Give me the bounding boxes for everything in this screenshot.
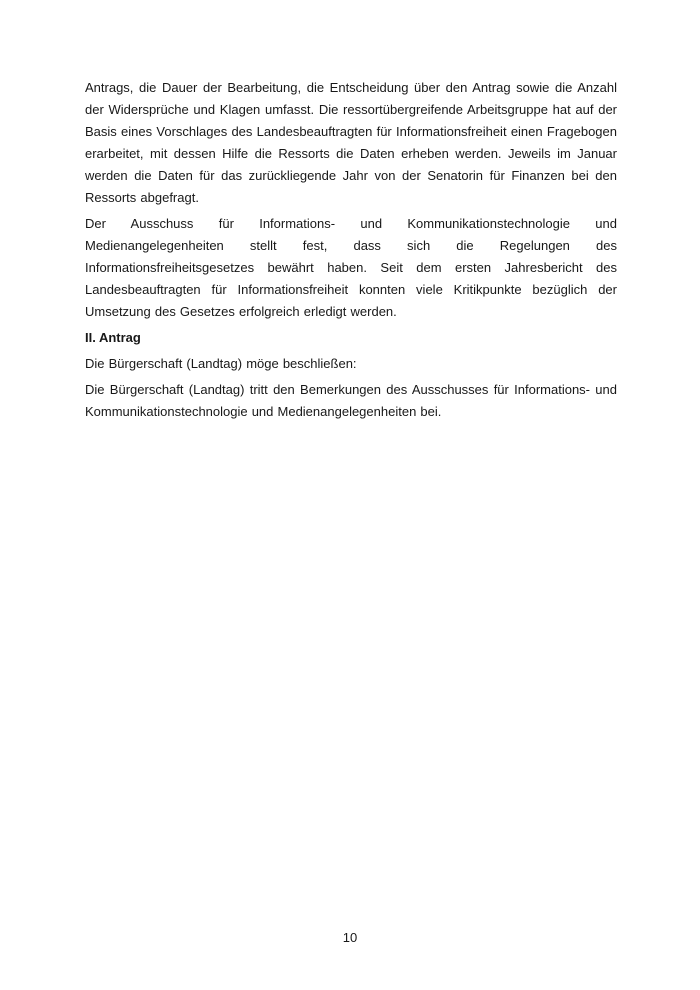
paragraph-antrags-bearbeitung: Antrags, die Dauer der Bearbeitung, die Entscheidung über den Antrag sowie die Anzahl der Widersprüche und Klagen umfasst. Die ressortübergreifende Arbeitsgruppe hat auf der Basis eines Vorschlages des Landesbeauftragten für Informationsfreiheit einen Fragebogen erarbeitet, mit dessen Hilfe die Ressorts die Daten erheben werden. Jeweils im Januar werden die Daten für das zurückliegende Jahr von der Senatorin für Finanzen bei den Ressorts abgefragt. <box>85 80 617 205</box>
section-heading-antrag: II. Antrag <box>85 330 141 345</box>
page-number: 10 <box>342 930 358 945</box>
text-block <box>85 77 617 427</box>
paragraph-beitritt: Die Bürgerschaft (Landtag) tritt den Bemerkungen des Ausschusses für Informations- und Kommunikationstechnologie und Medienangelegenheiten bei. <box>85 382 617 419</box>
paragraph-beschlussformel: Die Bürgerschaft (Landtag) möge beschließen: <box>85 356 357 371</box>
paragraph-ausschuss-feststellung: Der Ausschuss für Informations- und Kommunikationstechnologie und Medienangelegenheiten stellt fest, dass sich die Regelungen des Informationsfreiheitsgesetzes bewährt haben. Seit dem ersten Jahresbericht des Landesbeauftragten für Informationsfreiheit konnten viele Kritikpunkte bezüglich der Umsetzung des Gesetzes erfolgreich erledigt werden. <box>85 216 617 319</box>
